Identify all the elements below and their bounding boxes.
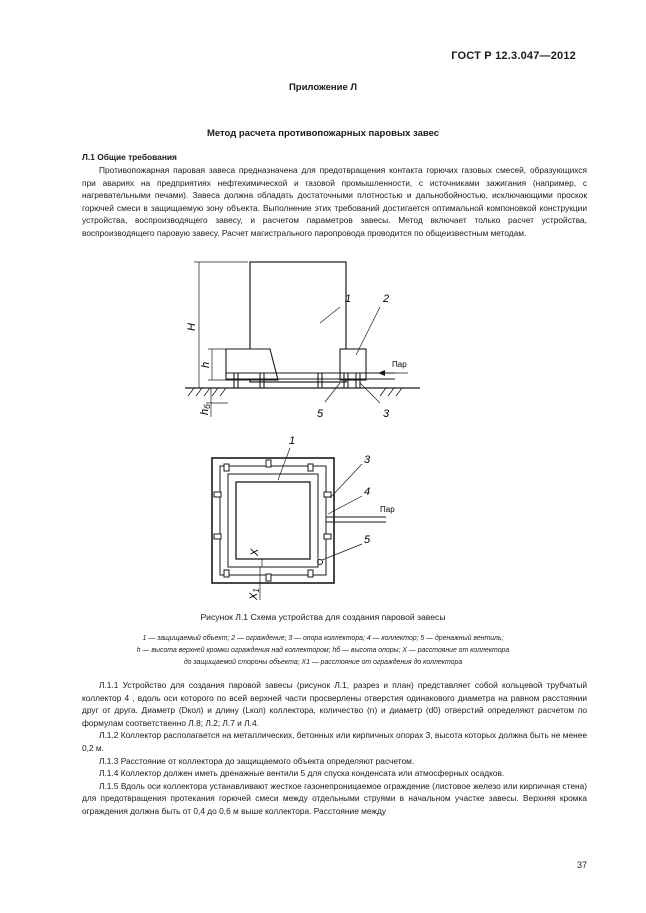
- section-label-3: 3: [383, 408, 390, 420]
- figure-section-view: [180, 255, 420, 425]
- paragraph-l14: Л.1.4 Коллектор должен иметь дренажные вентили 5 для спуска конденсата или атмосферных осадков.: [99, 768, 505, 779]
- dim-h-label: h: [200, 361, 212, 368]
- main-title: Метод расчета противопожарных паровых завес: [206, 128, 440, 139]
- paragraph-l15: Л.1.5 Вдоль оси коллектора устанавливают жесткое газонепроницаемое ограждение (листовое железо или кирпичная стена) для предотвращения протекания горючей смеси между отдельными струями в начальном участке завесы. Верхняя кромка ограждения должна быть от 0,4 до 0,6 м выше коллектора. Расстояние между: [82, 780, 587, 816]
- figure-caption: Рисунок Л.1 Схема устройства для создания паровой завесы: [200, 612, 446, 622]
- section-label-5: 5: [317, 408, 324, 420]
- standard-header: ГОСТ Р 12.3.047—2012: [451, 50, 576, 62]
- plan-steam-label: Пар: [380, 505, 395, 514]
- legend-line: 1 — защищаемый объект; 2 — ограждение; 3 — опора коллектора; 4 — коллектор; 5 — дренажный вентиль;: [142, 635, 504, 642]
- intro-paragraph: Противопожарная паровая завеса предназначена для предотвращения контакта горючих газовых смесей, образующихся при авариях на предприятиях нефтехимической и газовой промышленности, с источниками зажигания (например, с нагревательными печами). Завеса должна обладать достаточными плотностью и дальнобойностью, исключающими проскок горючей смеси в защищаемую зону объекта. Выполнение этих требований достигается оптимальной компоновкой конструкции устройства, воспроизводящего завесу, и расчетом параметров завесы. Метод включает только расчет устройства, воспроизводящего паровую завесу. Расчет магистрального паропровода проводится по общеизвестным методам.: [82, 165, 587, 238]
- plan-label-1: 1: [289, 435, 296, 447]
- figure-legend: [0, 633, 646, 668]
- dim-x1-label: X1: [248, 588, 261, 600]
- intro-text-block: [82, 164, 587, 240]
- section-heading: Л.1 Общие требования: [82, 152, 177, 162]
- plan-label-5: 5: [364, 534, 371, 546]
- paragraph-l13: Л.1.3 Расстояние от коллектора до защищаемого объекта определяют расчетом.: [99, 755, 415, 766]
- dim-hb-label: hб: [199, 404, 212, 415]
- section-steam-label: Пар: [392, 360, 407, 369]
- page-number: 37: [576, 860, 587, 870]
- legend-line: h — высота верхней кромки ограждения над коллектором; hб — высота опоры; X — расстояние от коллектора: [136, 646, 510, 654]
- body-text-block: [82, 679, 587, 818]
- plan-label-4: 4: [364, 486, 371, 498]
- dim-H-label: H: [186, 323, 198, 331]
- section-label-2: 2: [383, 293, 390, 305]
- plan-label-3: 3: [364, 454, 371, 466]
- paragraph-l11: Л.1.1 Устройство для создания паровой завесы (рисунок Л.1, разрез и план) представляет собой кольцевой трубчатый коллектор 4 , вдоль оси которого по всей верхней части просверлены отверстия одинакового диаметра на равном расстоянии друг от друга. Диаметр (Dкол) и длину (Lкол) коллектора, количество (n) и диаметр (d0) отверстий определяют расчетом по формулам соответственно Л.8; Л.2; Л.7 и Л.4.: [82, 680, 587, 728]
- dim-x-label: X: [249, 548, 261, 556]
- paragraph-l12: Л.1.2 Коллектор располагается на металлических, бетонных или кирпичных опорах 3, высота которых должна быть не менее 0,2 м.: [82, 730, 587, 753]
- appendix-title: Приложение Л: [288, 82, 358, 93]
- legend-line: до защищаемой стороны объекта; X1 — расстояние от ограждения до коллектора: [183, 658, 463, 666]
- section-label-1: 1: [345, 293, 352, 305]
- figure-plan-view: [200, 430, 400, 610]
